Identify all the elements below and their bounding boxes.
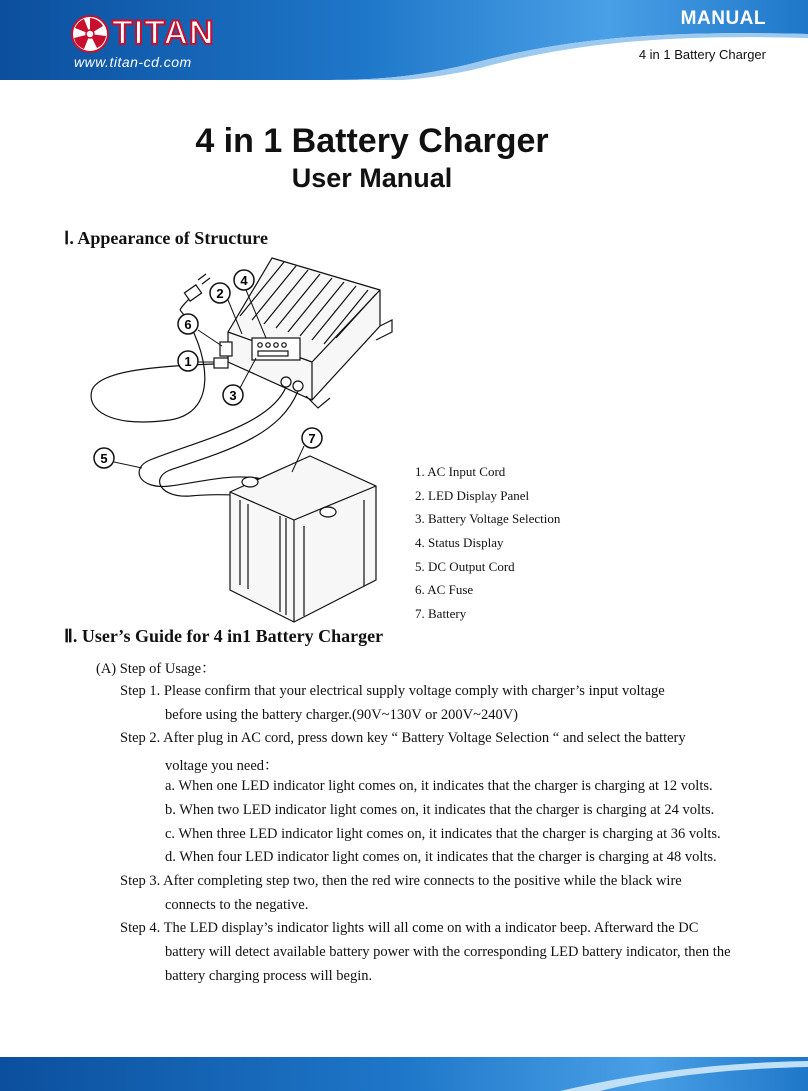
svg-text:2: 2 <box>216 286 224 301</box>
step-line: b. When two LED indicator light comes on, it indicates that the charger is charging at 24 volts. <box>165 802 715 818</box>
step-line: Step 3. After completing step two, then the red wire connects to the positive while the black wire <box>120 873 682 889</box>
svg-text:4: 4 <box>240 273 248 288</box>
legend-item: 6. AC Fuse <box>415 582 474 598</box>
svg-text:3: 3 <box>229 388 237 403</box>
legend-item: 2. LED Display Panel <box>415 487 530 503</box>
legend-item: 4. Status Display <box>415 535 504 551</box>
step-line: voltage you need： <box>165 758 279 774</box>
document-title: 4 in 1 Battery Charger <box>195 122 549 160</box>
step-line: Step 4. The LED display’s indicator lights will all come on with a indicator beep. Afterward the DC <box>120 920 699 936</box>
manual-label: MANUAL <box>680 8 766 29</box>
legend-item: 5. DC Output Cord <box>415 558 515 574</box>
logo-wordmark: TITAN <box>112 14 215 52</box>
svg-text:6: 6 <box>184 317 192 332</box>
document-subtitle: User Manual <box>291 163 453 193</box>
titan-logo <box>70 12 230 72</box>
callout-1 <box>178 351 214 371</box>
step-line: d. When four LED indicator light comes on, it indicates that the charger is charging at 48 volts. <box>165 849 717 865</box>
header-banner <box>0 0 808 80</box>
section-heading-appearance <box>64 228 268 249</box>
legend-item: 1. AC Input Cord <box>415 464 506 479</box>
figure-legend <box>415 460 560 626</box>
charger-structure-diagram <box>80 250 410 625</box>
step-line: before using the battery charger.(90V~130V or 200V~240V) <box>165 707 518 723</box>
footer-banner <box>0 1057 808 1091</box>
step-line: Step 2. After plug in AC cord, press down key “ Battery Voltage Selection “ and select the battery <box>120 730 686 746</box>
legend-item: 3. Battery Voltage Selection <box>415 511 561 527</box>
legend-item: 7. Battery <box>415 606 467 622</box>
dc-output-cord <box>139 387 286 486</box>
step-line: battery charging process will begin. <box>165 968 373 984</box>
callout-6 <box>178 314 222 346</box>
section-title: . User’s Guide for 4 in1 Battery Charger <box>72 626 384 646</box>
svg-text:7: 7 <box>308 431 316 446</box>
section-title: . Appearance of Structure <box>69 228 268 248</box>
fan-logo-icon <box>70 14 110 54</box>
section-numeral: Ⅰ <box>64 228 70 248</box>
svg-text:1: 1 <box>184 354 192 369</box>
step-line: battery will detect available battery power with the corresponding LED battery indicator, then the <box>165 944 731 960</box>
step-line: connects to the negative. <box>165 897 309 913</box>
svg-text:5: 5 <box>100 451 108 466</box>
website-url: www.titan-cd.com <box>74 54 192 70</box>
step-line: a. When one LED indicator light comes on, it indicates that the charger is charging at 12 volts. <box>165 778 713 794</box>
header-subtitle: 4 in 1 Battery Charger <box>638 47 766 62</box>
step-line: c. When three LED indicator light comes on, it indicates that the charger is charging at 36 volts. <box>165 826 721 842</box>
step-of-usage-heading: (A) Step of Usage： <box>96 661 216 677</box>
step-line: Step 1. Please confirm that your electrical supply voltage comply with charger’s input voltage <box>120 683 665 699</box>
section-heading-users-guide <box>64 626 383 647</box>
callout-5 <box>94 448 142 468</box>
section-numeral: Ⅱ <box>64 626 73 646</box>
